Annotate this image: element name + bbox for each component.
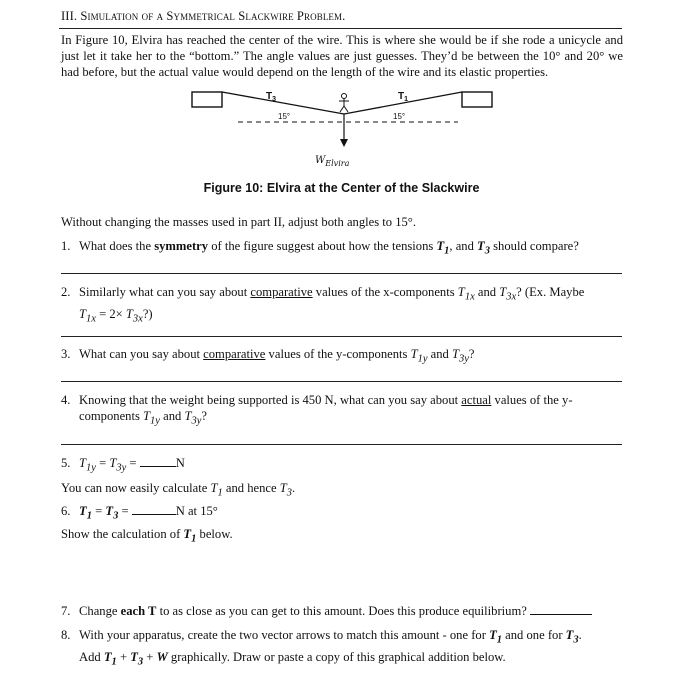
angle-left-label: 15° — [278, 112, 291, 121]
question-number: 6. — [61, 504, 71, 518]
question-number: 5. — [61, 456, 71, 470]
answer-line-2[interactable] — [61, 336, 622, 337]
section-heading: III. Simulation of a Symmetrical Slackwire Problem. — [61, 9, 346, 23]
question-4 — [61, 392, 623, 430]
question-5 — [61, 455, 623, 477]
label-t1: $T_1$ — [398, 91, 409, 103]
instruction-text: Without changing the masses used in part II, adjust both angles to 15°. — [61, 215, 416, 229]
answer-line-4[interactable] — [61, 444, 622, 445]
heading-divider — [59, 28, 622, 29]
calc-note: You can now easily calculate $T_1$ and hence $T_3$. — [61, 481, 296, 499]
question-6 — [61, 503, 623, 525]
question-number: 3. — [61, 347, 71, 361]
answer-blank-5[interactable] — [140, 455, 176, 467]
weight-label: $W_{Elvira}$ — [315, 155, 350, 168]
question-7 — [61, 603, 623, 619]
question-2 — [61, 284, 623, 327]
answer-blank-7[interactable] — [530, 603, 592, 615]
slackwire-figure — [180, 86, 510, 178]
question-text: Change each T to as close as you can get to this amount. Does this produce equilibrium? — [79, 603, 623, 619]
answer-line-3[interactable] — [61, 381, 622, 382]
question-text: With your apparatus, create the two vector arrows to match this amount - one for $T_1$ and one for $T_3$. Add $T_1 + T_3 + W$ graphically. Draw or paste a copy of this graphical addition below. — [79, 628, 582, 668]
question-text: $T_1 = T_3 = N$ at 15° — [79, 504, 218, 522]
question-1 — [61, 238, 623, 260]
answer-blank-6[interactable] — [132, 503, 176, 515]
question-number: 1. — [61, 239, 71, 253]
question-text: Knowing that the weight being supported is 450 N, what can you say about actual values of the y- components $T_{1y}$ and $T_{3y}$? — [79, 393, 573, 427]
question-text: What can you say about comparative values of the y-components $T_{1y}$ and $T_{3y}$? — [79, 347, 475, 365]
question-text: $T_{1y} = T_{3y} = N$ — [79, 456, 185, 474]
question-number: 8. — [61, 628, 71, 642]
intro-paragraph: In Figure 10, Elvira has reached the center of the wire. This is where she would be if she rode a unicycle and just let it take her to the “bottom.” The angle values are just guesses. They’d be between the 10° and 20° we had before, but the actual value would depend on the length of the wire and its elastic properties. — [61, 33, 623, 80]
elvira-figure-icon — [339, 94, 349, 113]
right-anchor-box — [462, 92, 492, 107]
question-number: 4. — [61, 393, 71, 407]
label-t3: $T_3$ — [266, 91, 277, 103]
weight-arrowhead-icon — [340, 139, 348, 147]
show-calculation-text: Show the calculation of $T_1$ below. — [61, 527, 233, 545]
figure-caption: Figure 10: Elvira at the Center of the Slackwire — [203, 181, 480, 195]
angle-right-label: 15° — [393, 112, 406, 121]
question-number: 2. — [61, 285, 71, 299]
question-text: What does the symmetry of the figure suggest about how the tensions $T_1$, and $T_3$ should compare? — [79, 239, 579, 257]
left-anchor-box — [192, 92, 222, 107]
question-3 — [61, 346, 623, 368]
question-number: 7. — [61, 604, 71, 618]
question-8 — [61, 627, 623, 670]
answer-line-1[interactable] — [61, 273, 622, 274]
question-text: Similarly what can you say about comparative values of the x-components $T_{1x}$ and $T_{3x}$? (Ex. Maybe $T_{1x} = 2\times$ $T_{3x}$?) — [79, 285, 585, 325]
wire-left — [222, 92, 344, 114]
